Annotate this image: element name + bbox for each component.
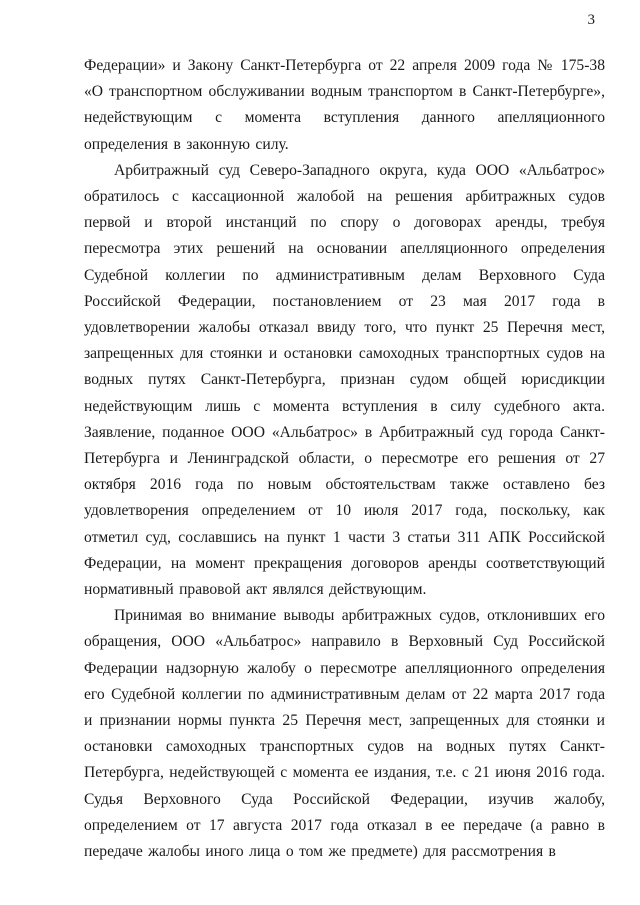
paragraph-continuation: Федерации» и Закону Санкт-Петербурга от 22 апреля 2009 года № 175-38 «О транспортном обслуживании водным транспортом в Санкт-Петербурге», недействующим с момента вступления данного апелляционного определения в законную силу. [84, 57, 605, 153]
paragraph-arbitration-court: Арбитражный суд Северо-Западного округа, куда ООО «Альбатрос» обратилось с кассационной жалобой на решения арбитражных судов первой и второй инстанций по спору о договорах аренды, требуя пересмотра этих решений на основании апелляционного определения Судебной коллегии по административным делам Верховного Суда Российской Федерации, постановлением от 23 мая 2017 года в удовлетворении жалобы отказал ввиду того, что пункт 25 Перечня мест, запрещенных для стоянки и остановки самоходных транспортных судов на водных путях Санкт-Петербурга, признан судом общей юрисдикции недействующим лишь с момента вступления в силу судебного акта. Заявление, поданное ООО «Альбатрос» в Арбитражный суд города Санкт-Петербурга и Ленинградской области, о пересмотре его решения от 27 октября 2016 года по новым обстоятельствам также оставлено без удовлетворения определением от 10 июля 2017 года, поскольку, как отметил суд, сославшись на пункт 1 части 3 статьи 311 АПК Российской Федерации, на момент прекращения договоров аренды соответствующий нормативный правовой акт являлся действующим. [84, 161, 605, 599]
paragraph-supreme-court: Принимая во внимание выводы арбитражных судов, отклонивших его обращения, ООО «Альбатрос» направило в Верховный Суд Российской Федерации надзорную жалобу о пересмотре апелляционного определения его Судебной коллегии по административным делам от 22 марта 2017 года и признании нормы пункта 25 Перечня мест, запрещенных для стоянки и остановки самоходных транспортных судов на водных путях Санкт-Петербурга, недействующей с момента ее издания, т.е. с 21 июня 2016 года. Судья Верховного Суда Российской Федерации, изучив жалобу, определением от 17 августа 2017 года отказал в ее передаче (а равно в передаче жалобы иного лица о том же предмете) для рассмотрения в [84, 607, 605, 861]
document-body [84, 53, 605, 865]
page-number: 3 [587, 12, 595, 28]
